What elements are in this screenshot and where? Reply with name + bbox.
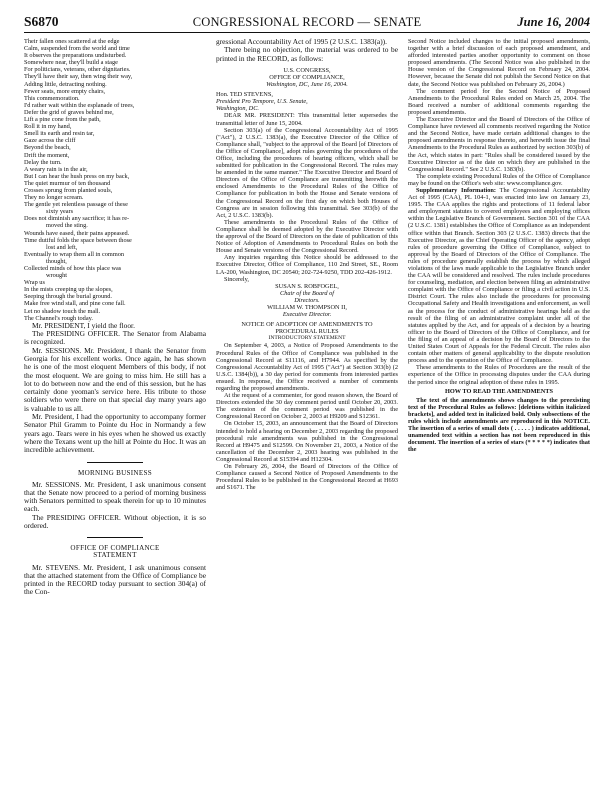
- header-rule: [24, 32, 590, 33]
- paragraph: These amendments to the Procedural Rules of the Office of Compliance shall be deemed adopted by the Executive Director with the approval of the Board of Directors on the date of publication of this Notice of Adoption of Amendments to Procedural Rules on both the House and Senate versions of the Congressional Record.: [216, 218, 398, 255]
- poem-line: Beyond the beach,: [24, 144, 71, 152]
- address-line: Hon. TED STEVENS,: [216, 91, 273, 99]
- poem-line: Fewer seats, more empty chairs,: [24, 87, 106, 95]
- paragraph: These amendments to the Rules of Procedures are the result of the experience of the Office in processing disputes under the CAA during the period since the original adoption of these rules in 1995.: [408, 364, 590, 386]
- column-3: [408, 38, 590, 782]
- notice-heading: PROCEDURAL RULES: [275, 328, 339, 336]
- paragraph: Mr. PRESIDENT, I yield the floor.: [32, 320, 135, 330]
- paragraph: DEAR MR. PRESIDENT: This transmittal letter supersedes the transmittal letter of June 15, 2004.: [216, 112, 398, 127]
- paragraph: The complete existing Procedural Rules of the Office of Compliance may be found on the Office's web site: www.compliance.gov.: [408, 172, 590, 187]
- letterhead: U.S. CONGRESS,: [283, 66, 331, 74]
- poem-line: The quiet murmur of ten thousand: [24, 179, 111, 187]
- paragraph: Section 303(a) of the Congressional Accountability Act of 1995 ("Act"), 2 U.S.C. 1383(a), the Executive Director of the Office of Compliance shall, "subject to the approval of the Board [of Directors of the Office of Compliance], adopt rules governing the procedures of the Office, including the procedures of hearing officers, which shall be submitted for publication in the Congressional Record. The rules may be amended in the same manner." The Executive Director and Board of Directors of the Office of Compliance are transmitting herewith the enclosed Amendments to the Procedural Rules of the Office of Compliance for publication in both the House and Senate versions of the Congressional Record on the first day on which both Houses of Congress are in session following this transmittal. See 303(b) of the Act, 2 U.S.C. 1383(b).: [216, 126, 398, 219]
- paragraph: The Executive Director and the Board of Directors of the Office of Compliance have reviewed all comments received regarding the Notice and the Second Notice, have made certain additional changes to the proposed amendments in response thereto, and herewith issue the final Amendments to the Procedural Rules as authorized by section 303(b) of the Act, which states in part: "Rules shall be considered issued by the Executive Director as of the date on which they are published in the Congressional Record." See 2 U.S.C. 1383(b).: [408, 116, 590, 173]
- signature-name: WILLIAM W. THOMPSON II,: [267, 303, 347, 311]
- poem-line: Does not diminish any sacrifice; it has re-: [24, 215, 130, 223]
- poem: [24, 38, 206, 322]
- column-1: [24, 38, 206, 782]
- poem-line: Their fallen ones scattered at the edge: [24, 38, 120, 45]
- section-heading: MORNING BUSINESS: [78, 468, 152, 477]
- notice-heading: NOTICE OF ADOPTION OF AMENDMENTS TO: [241, 321, 373, 329]
- poem-line: thought,: [46, 257, 67, 265]
- paragraph: Mr. SESSIONS. Mr. President, I ask unanimous consent that the Senate now proceed to a period of morning business with Senators permitted to speak therein for up to 10 minutes each.: [24, 479, 206, 514]
- poem-line: But I can hear the hush press on my back,: [24, 172, 130, 180]
- paragraph: gressional Accountability Act of 1995 (2 U.S.C. 1383(a)).: [216, 38, 387, 46]
- paragraph: On September 4, 2003, a Notice of Proposed Amendments to the Procedural Rules of the Office of Compliance was published in the Congressional Record at S11116, and H7944. As specified by the Congressional Accountability Act of 1995 ("Act") at Section 303(b) (2 U.S.C. 1384(b)), a 30 day period for comments from interested parties ensued. In response, the Office received a number of comments regarding the proposed amendments.: [216, 342, 398, 393]
- paragraph: The comment period for the Second Notice of Proposed Amendments to the Procedural Rules ended on March 25, 2004. The Board received a number of additional comments regarding the proposed amendments.: [408, 87, 590, 116]
- poem-line: The Channel's rough today.: [24, 314, 93, 322]
- poem-line: sixty years: [46, 208, 74, 216]
- poem-line: A weary rain is in the air,: [24, 165, 88, 173]
- poem-line: This commemoration.: [24, 94, 80, 102]
- section-heading: OFFICE OF COMPLIANCE: [70, 544, 160, 553]
- poem-line: lost and left,: [46, 243, 78, 251]
- page-header: [24, 14, 590, 30]
- paragraph: On October 15, 2003, an announcement that the Board of Directors intended to hold a hearing on December 2, 2003 regarding the proposed procedural rule amendments was published in the Congressional Record at H9475 and S12599. On November 21, 2003, a Notice of the cancellation of the December 2, 2003 hearing was published in the Congressional Record at S15394 and H12304.: [216, 420, 398, 463]
- poem-line: Smell its earth and resin tar,: [24, 130, 95, 138]
- poem-line: Wounds have eased, their pains appeased.: [24, 229, 130, 237]
- page-date: June 16, 2004: [517, 15, 590, 29]
- poem-line: Crosses sprung from planted souls,: [24, 186, 113, 194]
- subheading: INTRODUCTORY STATEMENT: [268, 335, 346, 342]
- poem-line: The gentle yet relentless passage of these: [24, 201, 128, 209]
- paragraph: Sincerely,: [224, 275, 249, 283]
- separator-rule: [87, 537, 143, 538]
- poem-line: In the mists creeping up the slopes,: [24, 286, 113, 294]
- paragraph: Mr. SESSIONS. Mr. President, I thank the Senator from Georgia for his excellent works. Once again, he has shown he is one of the most eloquent Members of this body, if not the most eloquent. We are going to miss him. He still has a lot to do between now and the end of this session, but he has certainly done yeoman's service here. His tribute to those soldiers who were there on that special day many years ago is valuable to us all.: [24, 345, 206, 413]
- poem-line: Make free wind stall, and pine cone fall.: [24, 300, 126, 308]
- signature-title: Directors.: [294, 296, 320, 304]
- address-line: President Pro Tempore, U.S. Senate,: [216, 98, 308, 106]
- poem-line: For politicians, veterans, other dignitaries.: [24, 66, 131, 74]
- signature-title: Chair of the Board of: [280, 289, 334, 297]
- lead-in: Supplementary Information:: [416, 186, 496, 194]
- poem-line: Wrap us: [24, 279, 45, 287]
- paragraph: On February 26, 2004, the Board of Directors of the Office of Compliance caused a Second Notice of Proposed Amendments to the Procedural Rules to be published in the Congressional Record at H693 and S1671. The: [216, 463, 398, 492]
- subheading: HOW TO READ THE AMENDMENTS: [444, 387, 553, 395]
- poem-line: They no longer scream.: [24, 194, 84, 202]
- poem-line: Defer the grid of graves behind me,: [24, 108, 114, 116]
- paragraph: Mr. STEVENS. Mr. President, I ask unanimous consent that the attached statement from the Office of Compliance be printed in the RECORD today pursuant to section 304(a) of the Con-: [24, 562, 206, 597]
- paragraph: Any inquiries regarding this Notice should be addressed to the Executive Director, Office of Compliance, 110 2nd Street, SE., Room LA-200, Washington, DC 20540; 202-724-9250, TDD 202-426-1912.: [216, 254, 398, 276]
- poem-line: Let no shadow touch the mall.: [24, 307, 101, 315]
- paragraph: Second Notice included changes to the initial proposed amendments, together with a brief discussion of each proposed amendment, and afforded interested parties another opportunity to comment on those proposed amendments. (The Second Notice was also published in the House version of the Congressional Record on February 24, 2004. However, because the Senate did not publish the Second Notice on that date, the Second Notice was published on February 26, 2004.): [408, 38, 590, 88]
- poem-line: I'd rather wait within the esplanade of trees,: [24, 101, 135, 109]
- poem-line: Adding little, detracting nothing.: [24, 80, 107, 88]
- paragraph: The PRESIDING OFFICER. Without objection, it is so ordered.: [24, 512, 206, 531]
- column-2: [216, 38, 398, 782]
- poem-line: Somewhere near, they'll build a stage: [24, 59, 118, 67]
- poem-line: Calm, suspended from the world and time: [24, 45, 130, 53]
- page-title: CONGRESSIONAL RECORD — SENATE: [192, 15, 422, 29]
- poem-line: They'll have their say, then wing their way,: [24, 73, 133, 81]
- paragraph: The PRESIDING OFFICER. The Senator from Alabama is recognized.: [24, 329, 206, 347]
- poem-line: Eventually to wrap them all in common: [24, 250, 125, 258]
- poem-line: It observes the preparations undisturbed.: [24, 52, 127, 60]
- letter-date: Washington, DC, June 16, 2004.: [266, 81, 348, 89]
- signature-title: Executive Director.: [282, 311, 332, 319]
- poem-line: wrought: [46, 272, 67, 280]
- poem-line: Drift the moment,: [24, 151, 70, 159]
- paragraph: At the request of a commenter, for good reason shown, the Board of Directors extended the 30 day comment period until October 20, 2003. The extension of the comment period was published in the Congressional Record on October 2, 2003 at H9209 and S12361.: [216, 392, 398, 421]
- address-block: [216, 91, 398, 112]
- paragraph: There being no objection, the material was ordered to be printed in the RECORD, as follows:: [216, 45, 398, 63]
- poem-line: Lift a pine cone from the path,: [24, 116, 101, 124]
- poem-line: Gaze across the cliff: [24, 137, 76, 145]
- poem-line: Collected minds of how this place was: [24, 265, 122, 272]
- poem-line: Delay the turn.: [24, 158, 62, 166]
- page-number: S6870: [24, 14, 59, 29]
- address-line: Washington, DC.: [216, 105, 259, 113]
- poem-line: Seeping through the burial ground.: [24, 293, 112, 301]
- signature-name: SUSAN S. ROBFOGEL,: [275, 282, 339, 290]
- poem-line: moved the sting.: [46, 222, 88, 230]
- paragraph-body: The Congressional Accountability Act of 1995 (CAA), PL 104-1, was enacted into law on January 23, 1995. The CAA applies the rights and protections of 11 federal labor and employment statutes to covered employees and employing offices within the Legislative Branch of Government. Section 301 of the CAA (2 U.S.C. 1381) establishes the Office of Compliance as an independent office within that Branch. Section 303 (2 U.S.C. 1383) directs that the Executive Director, as the Chief Operating Officer of the agency, adopt rules of procedure governing the Office of Compliance, subject to approval by the Board of Directors of the Office of Compliance. The rules of procedure generally establish the process by which alleged violations of the laws made applicable to the Legislative Branch under the CAA will be considered and resolved. The rules include procedures for counseling, mediation, and election between filing an administrative complaint with the Office of Compliance or filing a civil action in U.S. District Court. The rules also include the procedures for processing Occupational Safety and Health investigations and enforcement, as well as the process for the conduct of administrative hearings held as the result of the filing of an administrative complaint under all of the statutes applied by the Act, and for appeals of a decision by a hearing officer to the Board of Directors of the Office of Compliance, and for the filing of an appeal of a decision by the Board of Directors to the United States Court of Appeals for the Federal Circuit. The rules also contain other matters of general applicability to the dispute resolution process and to the operation of the Office of Compliance.: [408, 186, 590, 365]
- separator-rule: [87, 462, 143, 463]
- letterhead: OFFICE OF COMPLIANCE,: [269, 73, 345, 81]
- section-heading: STATEMENT: [93, 551, 137, 560]
- paragraph: [408, 187, 590, 364]
- paragraph: The text of the amendments shows changes to the preexisting text of the Procedural Rules as follows: [deletions within italicized brackets], and added text in italicized bold. Only subsections of the rules which include amendments are reproduced in this NOTICE. The insertion of a series of small dots ( . . . . . ) indicates additional, unamended text within a section has not been reproduced in this document. The insertion of a series of stars (* * * * *) indicates that the: [408, 396, 590, 454]
- poem-line: Roll it in my hand,: [24, 123, 72, 131]
- paragraph: Mr. President, I had the opportunity to accompany former Senator Phil Gramm to Pointe du Hoc in Normandy a few years ago. Tears were in his eyes when he showed us exactly where the Texans went up the hill at Pointe du Hoc. It was an incredible achievement.: [24, 412, 206, 455]
- poem-line: Time dutiful folds the space between those: [24, 236, 132, 244]
